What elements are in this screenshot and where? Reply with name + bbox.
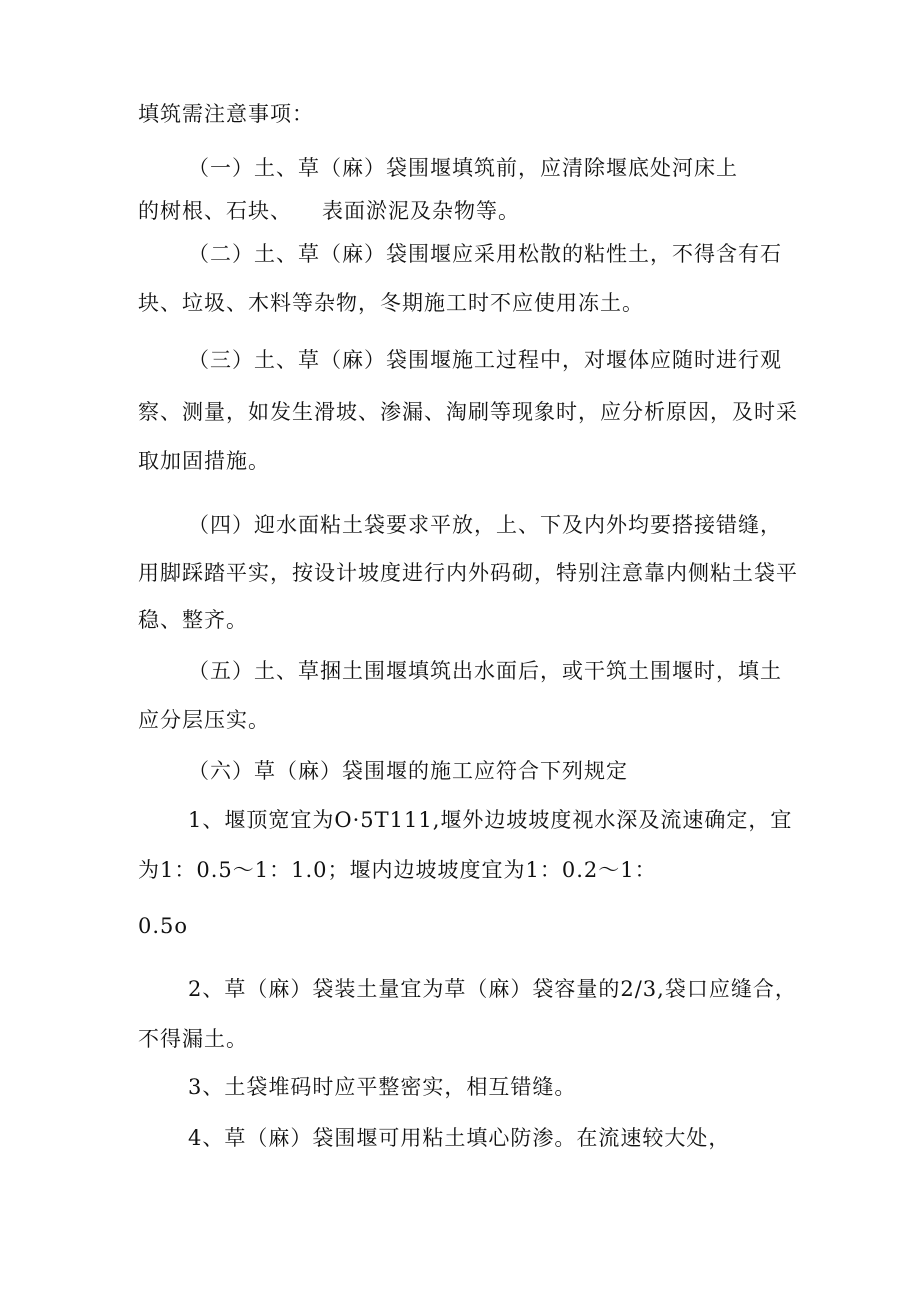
text-line-3-part-a: 的树根、石块、 — [138, 199, 292, 223]
text-line-3 — [138, 197, 520, 225]
text-line-9: （四）迎水面粘土袋要求平放，上、下及内外均要搭接错缝， — [188, 513, 782, 537]
text-line-4: （二）土、草（麻）袋围堰应采用松散的粘性土，不得含有石 — [188, 242, 782, 266]
text-line-6: （三）土、草（麻）袋围堰施工过程中，对堰体应随时进行观 — [188, 348, 782, 372]
text-line-7: 察、测量，如发生滑坡、渗漏、淘刷等现象时，应分析原因，及时采 — [138, 400, 798, 424]
text-line-10: 用脚踩踏平实，按设计坡度进行内外码砌，特别注意靠内侧粘土袋平 — [138, 561, 798, 585]
text-line-12: （五）土、草捆土围堰填筑出水面后，或干筑土围堰时，填土 — [188, 659, 782, 683]
text-line-17: 0.5o — [138, 914, 189, 938]
text-line-15: 1、堰顶宽宜为O·5T111,堰外边坡坡度视水深及流速确定，宜 — [188, 808, 793, 832]
text-line-8: 取加固措施。 — [138, 449, 270, 473]
text-line-2: （一）土、草（麻）袋围堰填筑前，应清除堰底处河床上 — [188, 156, 738, 180]
text-line-19: 不得漏土。 — [138, 1027, 248, 1051]
text-line-11: 稳、整齐。 — [138, 608, 248, 632]
text-line-16: 为1：0.5～1：1.0；堰内边坡坡度宜为1：0.2～1： — [138, 858, 657, 882]
text-line-5: 块、垃圾、木料等杂物，冬期施工时不应使用冻土。 — [138, 291, 644, 315]
text-line-14: （六）草（麻）袋围堰的施工应符合下列规定 — [188, 759, 628, 783]
text-line-13: 应分层压实。 — [138, 708, 270, 732]
text-line-3-part-b: 表面淤泥及杂物等。 — [322, 199, 520, 223]
text-line-20: 3、土袋堆码时应平整密实，相互错缝。 — [188, 1075, 577, 1099]
text-line-1: 填筑需注意事项： — [138, 102, 314, 126]
text-line-18: 2、草（麻）袋装土量宜为草（麻）袋容量的2/3,袋口应缝合， — [188, 977, 797, 1001]
text-line-21: 4、草（麻）袋围堰可用粘土填心防渗。在流速较大处， — [188, 1126, 731, 1150]
